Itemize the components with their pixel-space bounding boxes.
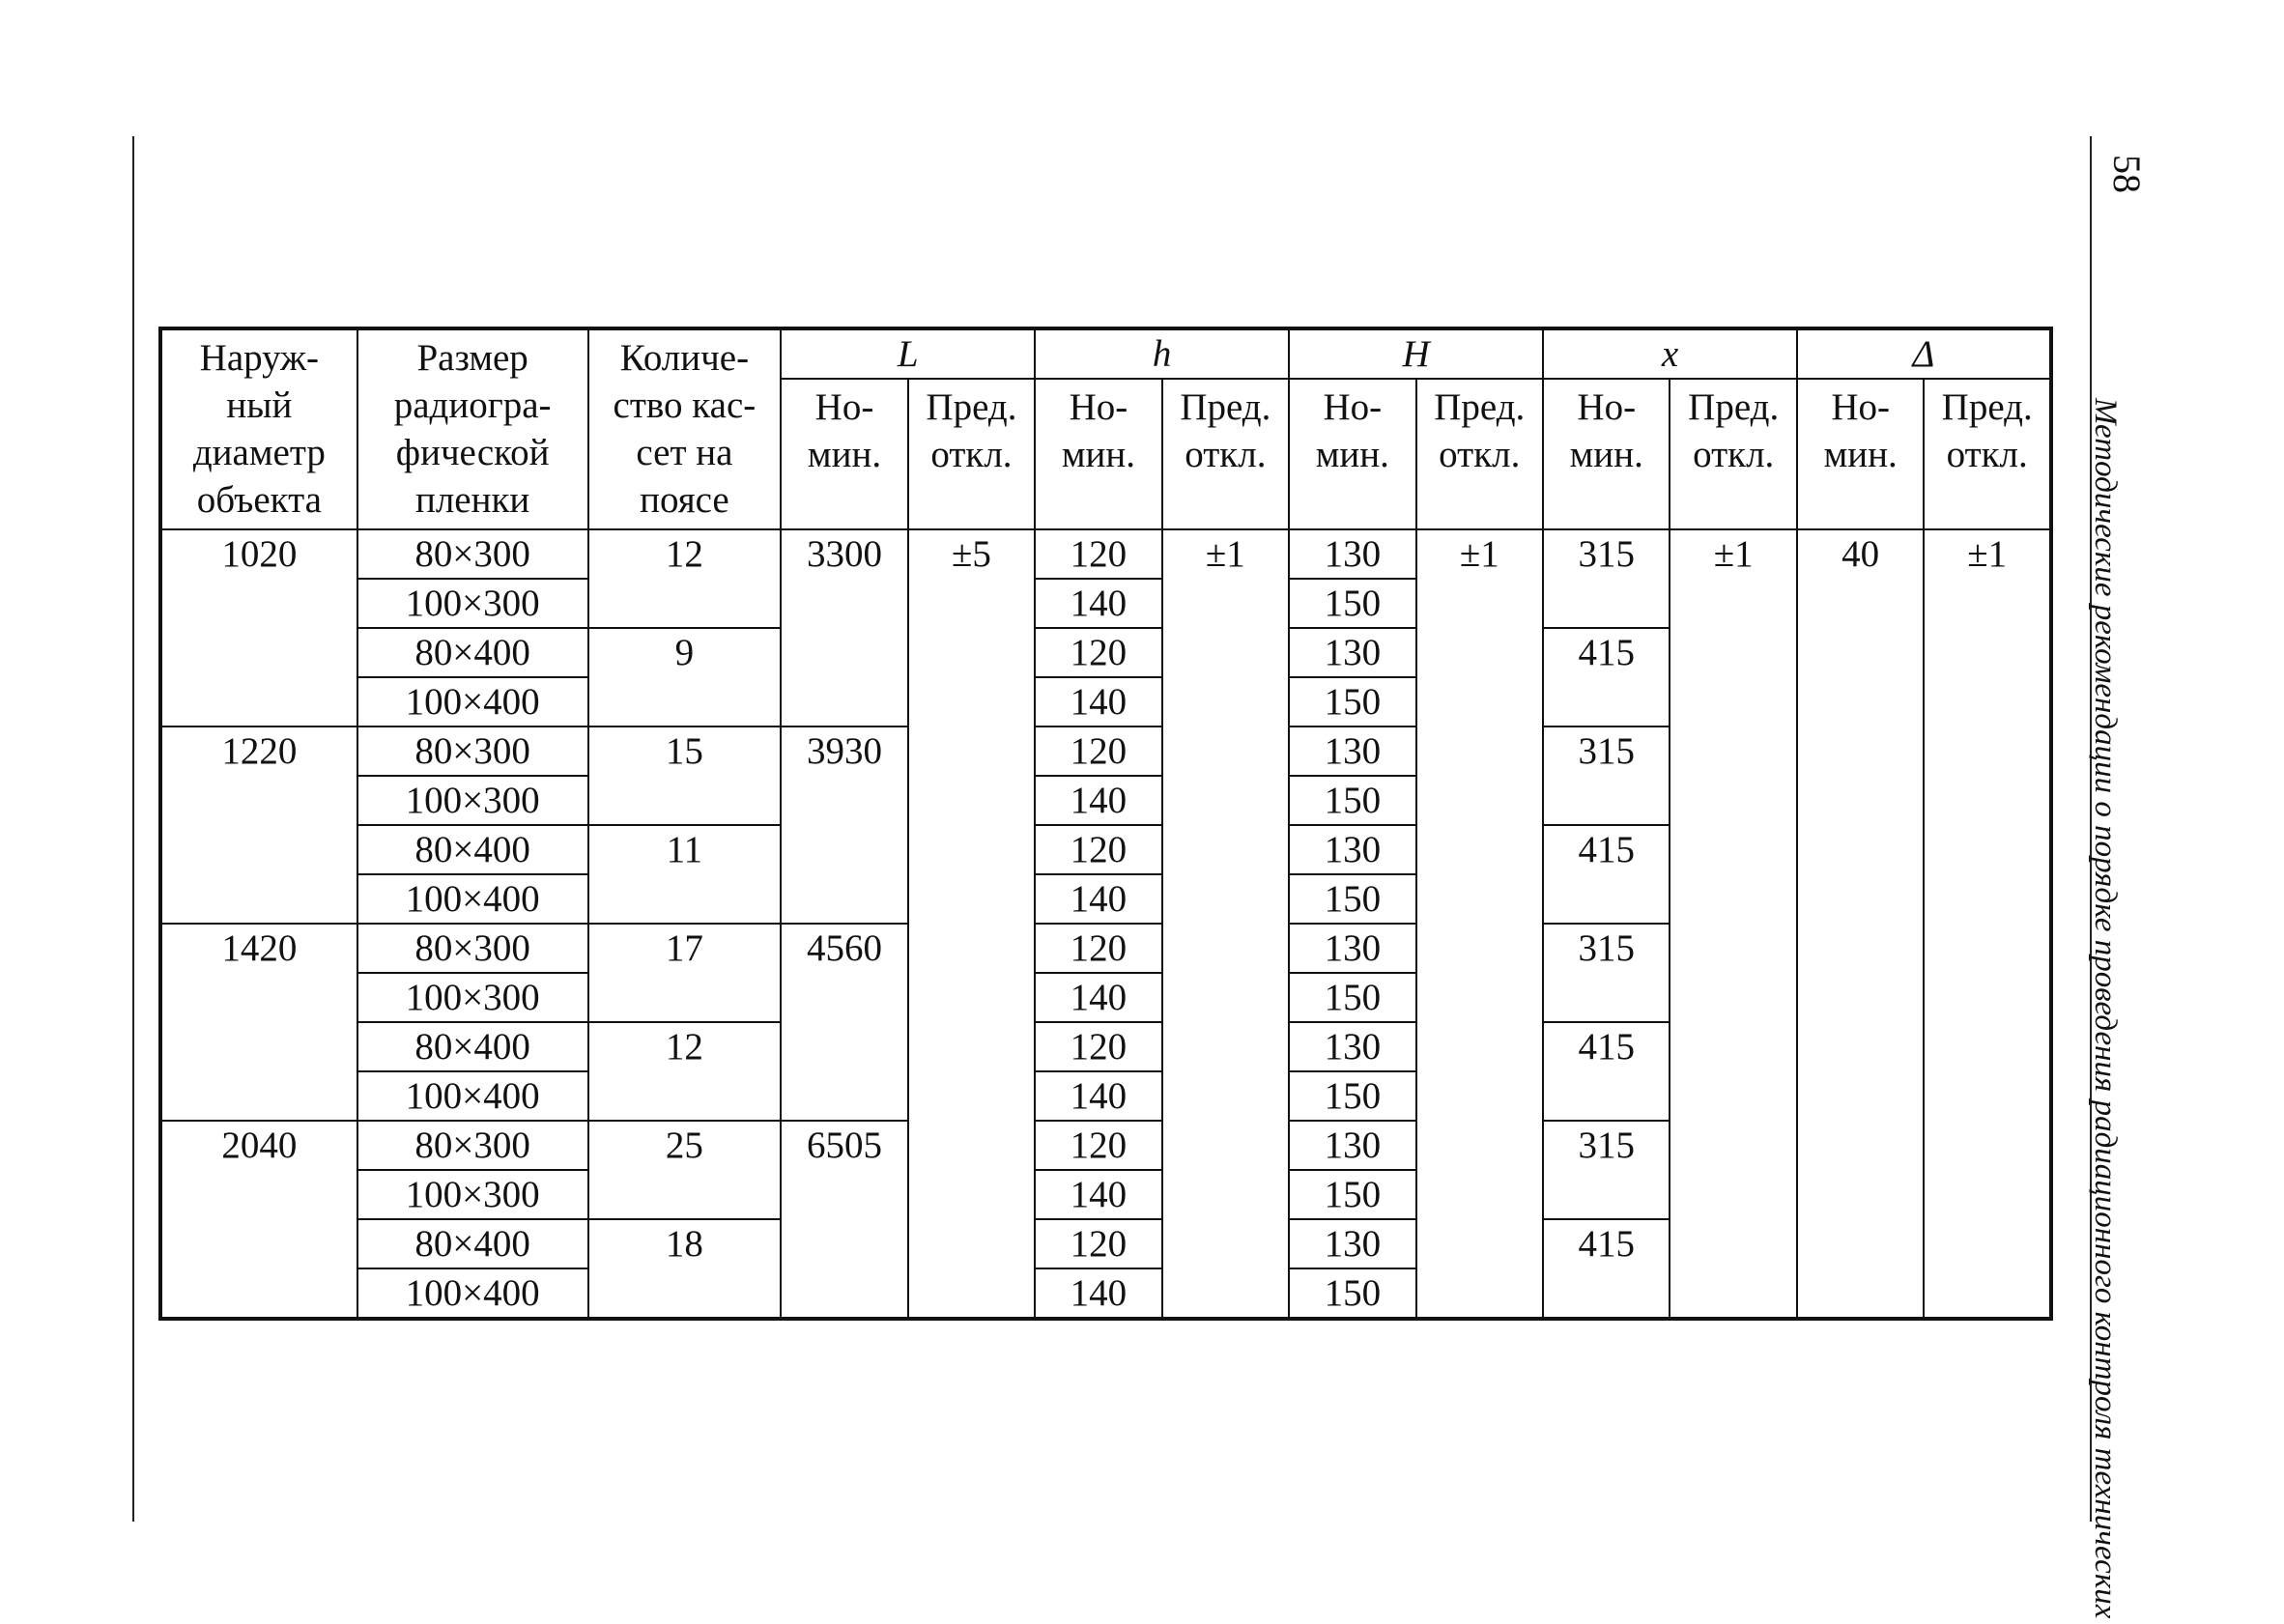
cassettes-cell: 15 bbox=[588, 727, 782, 825]
header-group-x: x bbox=[1543, 328, 1797, 379]
delta-nominal-cell: 40 bbox=[1797, 529, 1924, 1319]
film-size-cell: 100×400 bbox=[357, 1071, 588, 1121]
x-nominal-cell: 315 bbox=[1543, 1121, 1670, 1219]
L-nominal-cell: 3300 bbox=[781, 529, 907, 727]
h-nominal-cell: 140 bbox=[1035, 677, 1161, 727]
film-size-cell: 80×300 bbox=[357, 529, 588, 579]
H-nominal-cell: 130 bbox=[1289, 727, 1415, 776]
h-nominal-cell: 140 bbox=[1035, 1170, 1161, 1219]
H-nominal-cell: 130 bbox=[1289, 1219, 1415, 1268]
diameter-cell: 2040 bbox=[160, 1121, 357, 1319]
diameter-cell: 1020 bbox=[160, 529, 357, 727]
x-tolerance-cell: ±1 bbox=[1670, 529, 1796, 1319]
diameter-cell: 1420 bbox=[160, 924, 357, 1121]
x-nominal-cell: 415 bbox=[1543, 1219, 1670, 1319]
film-size-cell: 100×300 bbox=[357, 1170, 588, 1219]
h-nominal-cell: 120 bbox=[1035, 529, 1161, 579]
H-nominal-cell: 150 bbox=[1289, 874, 1415, 924]
film-size-cell: 80×300 bbox=[357, 1121, 588, 1170]
cassettes-cell: 11 bbox=[588, 825, 782, 924]
H-nominal-cell: 130 bbox=[1289, 825, 1415, 874]
header-cassettes: Количе- ство кас- сет на поясе bbox=[588, 328, 782, 529]
cassettes-cell: 25 bbox=[588, 1121, 782, 1219]
H-nominal-cell: 130 bbox=[1289, 1022, 1415, 1071]
table-container bbox=[158, 327, 2053, 1321]
film-size-cell: 100×400 bbox=[357, 677, 588, 727]
header-delta-tolerance: Пред. откл. bbox=[1924, 379, 2051, 529]
h-nominal-cell: 120 bbox=[1035, 727, 1161, 776]
L-nominal-cell: 3930 bbox=[781, 727, 907, 924]
header-group-H: H bbox=[1289, 328, 1543, 379]
header-diameter: Наруж- ный диаметр объекта bbox=[160, 328, 357, 529]
cassettes-cell: 12 bbox=[588, 529, 782, 628]
table-row bbox=[160, 529, 2051, 579]
film-size-cell: 80×400 bbox=[357, 1219, 588, 1268]
h-tolerance-cell: ±1 bbox=[1162, 529, 1289, 1319]
x-nominal-cell: 315 bbox=[1543, 924, 1670, 1022]
h-nominal-cell: 140 bbox=[1035, 1071, 1161, 1121]
header-group-delta: Δ bbox=[1797, 328, 2051, 379]
x-nominal-cell: 315 bbox=[1543, 727, 1670, 825]
header-group-h: h bbox=[1035, 328, 1289, 379]
delta-tolerance-cell: ±1 bbox=[1924, 529, 2051, 1319]
data-table bbox=[158, 327, 2053, 1321]
x-nominal-cell: 315 bbox=[1543, 529, 1670, 628]
header-H-nominal: Но- мин. bbox=[1289, 379, 1415, 529]
left-margin-rule bbox=[132, 136, 134, 1522]
h-nominal-cell: 120 bbox=[1035, 628, 1161, 677]
film-size-cell: 100×300 bbox=[357, 579, 588, 628]
h-nominal-cell: 120 bbox=[1035, 825, 1161, 874]
header-delta-nominal: Но- мин. bbox=[1797, 379, 1924, 529]
header-L-nominal: Но- мин. bbox=[781, 379, 907, 529]
film-size-cell: 100×400 bbox=[357, 1268, 588, 1319]
H-nominal-cell: 130 bbox=[1289, 924, 1415, 973]
h-nominal-cell: 120 bbox=[1035, 1121, 1161, 1170]
h-nominal-cell: 120 bbox=[1035, 1219, 1161, 1268]
h-nominal-cell: 140 bbox=[1035, 973, 1161, 1022]
header-h-nominal: Но- мин. bbox=[1035, 379, 1161, 529]
L-nominal-cell: 6505 bbox=[781, 1121, 907, 1319]
diameter-cell: 1220 bbox=[160, 727, 357, 924]
header-film-size: Размер радиогра- фической пленки bbox=[357, 328, 588, 529]
film-size-cell: 80×400 bbox=[357, 825, 588, 874]
header-x-nominal: Но- мин. bbox=[1543, 379, 1670, 529]
header-h-tolerance: Пред. откл. bbox=[1162, 379, 1289, 529]
running-title: Методические рекомендации о порядке проведения радиационного контроля технических bbox=[2088, 398, 2123, 1619]
h-nominal-cell: 140 bbox=[1035, 1268, 1161, 1319]
H-nominal-cell: 150 bbox=[1289, 776, 1415, 825]
film-size-cell: 80×300 bbox=[357, 727, 588, 776]
cassettes-cell: 17 bbox=[588, 924, 782, 1022]
x-nominal-cell: 415 bbox=[1543, 1022, 1670, 1121]
x-nominal-cell: 415 bbox=[1543, 825, 1670, 924]
h-nominal-cell: 140 bbox=[1035, 874, 1161, 924]
H-tolerance-cell: ±1 bbox=[1416, 529, 1543, 1319]
H-nominal-cell: 150 bbox=[1289, 1071, 1415, 1121]
h-nominal-cell: 140 bbox=[1035, 776, 1161, 825]
H-nominal-cell: 150 bbox=[1289, 1268, 1415, 1319]
H-nominal-cell: 130 bbox=[1289, 529, 1415, 579]
H-nominal-cell: 150 bbox=[1289, 1170, 1415, 1219]
cassettes-cell: 12 bbox=[588, 1022, 782, 1121]
L-nominal-cell: 4560 bbox=[781, 924, 907, 1121]
page-number: 58 bbox=[2105, 155, 2150, 193]
H-nominal-cell: 130 bbox=[1289, 628, 1415, 677]
header-L-tolerance: Пред. откл. bbox=[908, 379, 1035, 529]
x-nominal-cell: 415 bbox=[1543, 628, 1670, 727]
film-size-cell: 100×300 bbox=[357, 776, 588, 825]
L-tolerance-cell: ±5 bbox=[908, 529, 1035, 1319]
H-nominal-cell: 150 bbox=[1289, 579, 1415, 628]
cassettes-cell: 9 bbox=[588, 628, 782, 727]
h-nominal-cell: 120 bbox=[1035, 1022, 1161, 1071]
H-nominal-cell: 150 bbox=[1289, 973, 1415, 1022]
h-nominal-cell: 120 bbox=[1035, 924, 1161, 973]
H-nominal-cell: 150 bbox=[1289, 677, 1415, 727]
header-H-tolerance: Пред. откл. bbox=[1416, 379, 1543, 529]
cassettes-cell: 18 bbox=[588, 1219, 782, 1319]
film-size-cell: 80×300 bbox=[357, 924, 588, 973]
H-nominal-cell: 130 bbox=[1289, 1121, 1415, 1170]
film-size-cell: 80×400 bbox=[357, 628, 588, 677]
film-size-cell: 80×400 bbox=[357, 1022, 588, 1071]
h-nominal-cell: 140 bbox=[1035, 579, 1161, 628]
header-x-tolerance: Пред. откл. bbox=[1670, 379, 1796, 529]
header-group-L: L bbox=[781, 328, 1035, 379]
film-size-cell: 100×400 bbox=[357, 874, 588, 924]
film-size-cell: 100×300 bbox=[357, 973, 588, 1022]
